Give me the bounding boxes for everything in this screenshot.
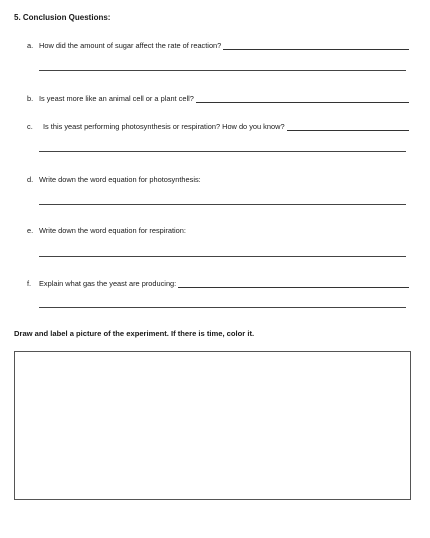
question-text: How did the amount of sugar affect the rate of reaction?	[39, 41, 222, 50]
answer-blank-inline[interactable]	[178, 280, 409, 288]
drawing-box[interactable]	[14, 351, 411, 500]
question-text: Is yeast more like an animal cell or a plant cell?	[39, 94, 194, 103]
question-f	[27, 279, 409, 288]
question-letter: c.	[27, 122, 33, 131]
question-letter: b.	[27, 94, 34, 103]
answer-blank-inline[interactable]	[196, 95, 409, 103]
question-b	[27, 94, 409, 103]
answer-line[interactable]	[39, 307, 406, 308]
question-text: Write down the word equation for photosynthesis:	[39, 175, 201, 184]
section-title: 5. Conclusion Questions:	[14, 13, 111, 22]
question-d	[27, 175, 409, 184]
drawing-heading: Draw and label a picture of the experiment. If there is time, color it.	[14, 329, 255, 338]
question-letter: d.	[27, 175, 34, 184]
answer-line[interactable]	[39, 204, 406, 205]
question-text: Is this yeast performing photosynthesis or respiration? How do you know?	[43, 122, 285, 131]
question-c	[27, 122, 409, 131]
question-text: Write down the word equation for respiration:	[39, 226, 186, 235]
question-letter: e.	[27, 226, 34, 235]
answer-blank-inline[interactable]	[287, 123, 409, 131]
question-letter: a.	[27, 41, 34, 50]
question-text: Explain what gas the yeast are producing:	[39, 279, 177, 288]
question-e	[27, 226, 409, 235]
question-a	[27, 41, 409, 50]
answer-blank-inline[interactable]	[223, 42, 409, 50]
question-letter: f.	[27, 279, 32, 288]
answer-line[interactable]	[39, 70, 406, 71]
answer-line[interactable]	[39, 151, 406, 152]
answer-line[interactable]	[39, 256, 406, 257]
